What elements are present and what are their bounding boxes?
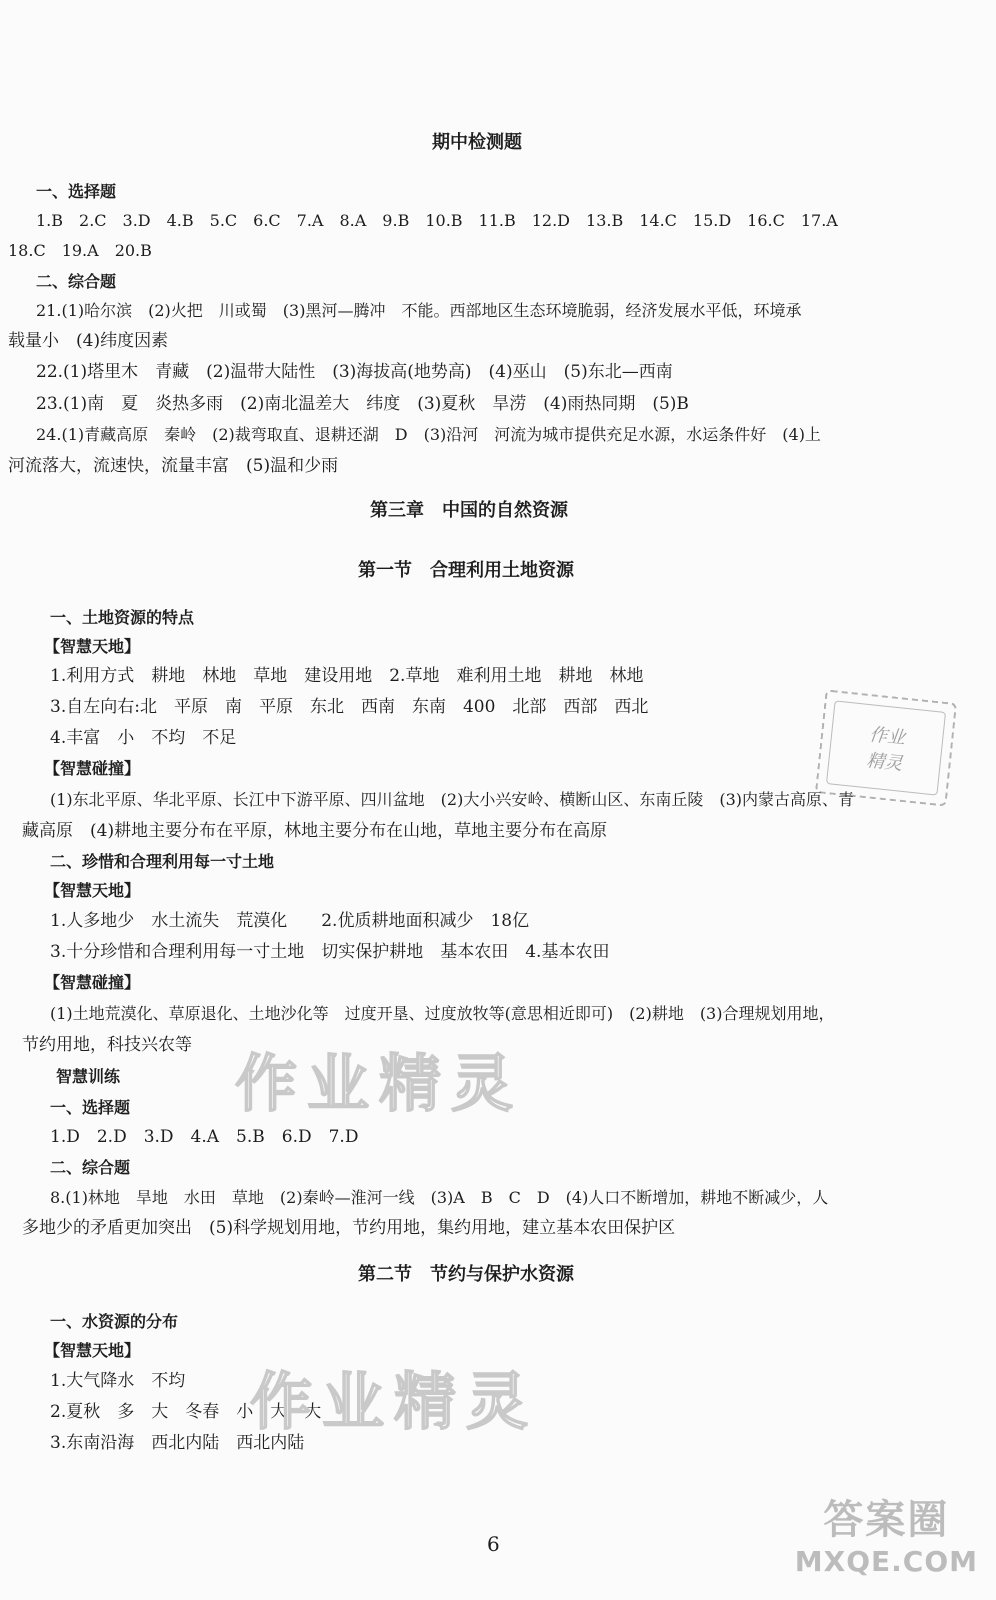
midterm-choice-answers-2: 18.C 19.A 20.B — [8, 241, 152, 260]
section1-tag-wisdom-2: 【智慧天地】 — [44, 881, 141, 900]
midterm-q24-line2: 河流落大，流速快，流量丰富 (5)温和少雨 — [8, 456, 339, 476]
section2-heading-1: 一、水资源的分布 — [50, 1312, 179, 1331]
section1-title: 第一节 合理利用土地资源 — [358, 560, 574, 581]
section2-answer-3: 3.东南沿海 西北内陆 西北内陆 — [50, 1433, 305, 1453]
section1-answer-5: 藏高原 (4)耕地主要分布在平原，林地主要分布在山地，草地主要分布在高原 — [22, 821, 608, 841]
section2-tag-wisdom-1: 【智慧天地】 — [44, 1341, 141, 1360]
section2-title: 第二节 节约与保护水资源 — [358, 1264, 574, 1285]
corner-logo-line-1: 答案圈 — [823, 1497, 950, 1543]
section2-answer-1: 1.大气降水 不均 — [50, 1371, 186, 1391]
section1-tag-wisdom-1: 【智慧天地】 — [44, 637, 141, 656]
training-q8-line2: 多地少的矛盾更加突出 (5)科学规划用地，节约用地，集约用地，建立基本农田保护区 — [22, 1218, 676, 1238]
section2-answer-2: 2.夏秋 多 大 冬春 小 大 大 — [50, 1402, 322, 1422]
corner-logo-line-2: MXQE.COM — [794, 1545, 978, 1578]
midterm-q24-line1: 24.(1)青藏高原 秦岭 (2)裁弯取直、退耕还湖 D (3)沿河 河流为城市提供充足水源，水运条件好 (4)上 — [36, 425, 821, 444]
section1-heading-1: 一、土地资源的特点 — [50, 608, 195, 627]
section1-answer-1: 1.利用方式 耕地 林地 草地 建设用地 2.草地 难利用土地 耕地 林地 — [50, 666, 644, 686]
stamp-line-1: 作业 — [868, 724, 907, 749]
section1-answer-8: (1)土地荒漠化、草原退化、土地沙化等 过度开垦、过度放牧等(意思相近即可) (2)耕地 (3)合理规划用地， — [50, 1004, 835, 1023]
section1-answer-3: 4.丰富 小 不均 不足 — [50, 728, 237, 748]
training-comprehensive-heading: 二、综合题 — [50, 1158, 131, 1177]
midterm-q23: 23.(1)南 夏 炎热多雨 (2)南北温差大 纬度 (3)夏秋 旱涝 (4)雨热同期 (5)B — [36, 394, 689, 414]
midterm-comprehensive-heading: 二、综合题 — [36, 272, 117, 291]
midterm-title: 期中检测题 — [432, 132, 522, 153]
section1-answer-4: (1)东北平原、华北平原、长江中下游平原、四川盆地 (2)大小兴安岭、横断山区、东南丘陵 (3)内蒙古高原、青 — [50, 790, 854, 809]
page-number: 6 — [487, 1532, 500, 1556]
corner-watermark-logo — [795, 1488, 978, 1578]
training-choice-heading: 一、选择题 — [50, 1098, 131, 1117]
training-heading: 智慧训练 — [56, 1067, 121, 1086]
section1-answer-6: 1.人多地少 水土流失 荒漠化 2.优质耕地面积减少 18亿 — [50, 911, 530, 931]
section1-answer-7: 3.十分珍惜和合理利用每一寸土地 切实保护耕地 基本农田 4.基本农田 — [50, 942, 610, 962]
section1-heading-2: 二、珍惜和合理利用每一寸土地 — [50, 852, 275, 871]
watermark-1: 作业精灵 — [235, 1047, 524, 1120]
training-q8-line1: 8.(1)林地 旱地 水田 草地 (2)秦岭—淮河一线 (3)A B C D (4)人口不断增加，耕地不断减少，人 — [50, 1188, 829, 1207]
training-choice-answers: 1.D 2.D 3.D 4.A 5.B 6.D 7.D — [50, 1127, 359, 1147]
midterm-q21-line2: 载量小 (4)纬度因素 — [8, 331, 169, 351]
midterm-choice-answers-1: 1.B 2.C 3.D 4.B 5.C 6.C 7.A 8.A 9.B 10.B 11.B 12.D 13.B 14.C 15.D 16.C 17.A — [36, 211, 838, 230]
watermark-2: 作业精灵 — [250, 1365, 539, 1438]
midterm-q22: 22.(1)塔里木 青藏 (2)温带大陆性 (3)海拔高(地势高) (4)巫山 (5)东北—西南 — [36, 362, 673, 382]
section1-answer-2: 3.自左向右:北 平原 南 平原 东北 西南 东南 400 北部 西部 西北 — [50, 697, 649, 717]
stamp-logo — [815, 689, 957, 806]
section1-tag-collision-1: 【智慧碰撞】 — [44, 759, 141, 778]
midterm-choice-heading: 一、选择题 — [36, 182, 117, 201]
stamp-line-2: 精灵 — [865, 750, 904, 775]
midterm-q21-line1: 21.(1)哈尔滨 (2)火把 川或蜀 (3)黑河—腾冲 不能。西部地区生态环境脆弱，经济发展水平低，环境承 — [36, 301, 802, 320]
section1-answer-9: 节约用地，科技兴农等 — [22, 1035, 192, 1055]
chapter-title: 第三章 中国的自然资源 — [370, 500, 568, 521]
section1-tag-collision-2: 【智慧碰撞】 — [44, 973, 141, 992]
